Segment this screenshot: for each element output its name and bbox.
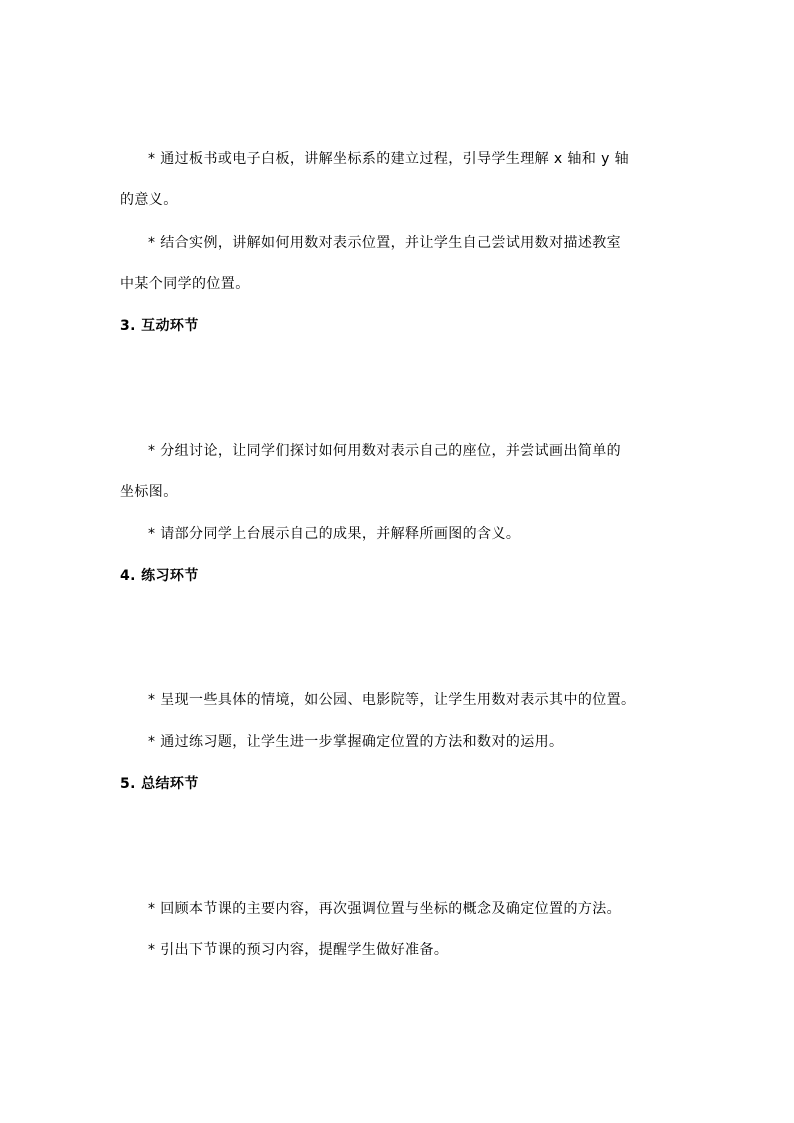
section-heading-summary: 5. 总结环节 (120, 776, 199, 792)
bullet-number-pair-line-2: 中某个同学的位置。 (120, 276, 250, 292)
bullet-coordinate-system-line-1: * 通过板书或电子白板，讲解坐标系的建立过程，引导学生理解 x 轴和 y 轴 (148, 151, 630, 167)
bullet-coordinate-system-line-2: 的意义。 (120, 192, 178, 208)
bullet-number-pair-line-1: * 结合实例，讲解如何用数对表示位置，并让学生自己尝试用数对描述教室 (148, 235, 622, 251)
bullet-exercises: * 通过练习题，让学生进一步掌握确定位置的方法和数对的运用。 (148, 734, 564, 750)
bullet-group-discussion-line-2: 坐标图。 (120, 484, 178, 500)
bullet-preview: * 引出下节课的预习内容，提醒学生做好准备。 (148, 942, 449, 958)
bullet-scenarios: * 呈现一些具体的情境，如公园、电影院等，让学生用数对表示其中的位置。 (148, 692, 636, 708)
bullet-presentation: * 请部分同学上台展示自己的成果，并解释所画图的含义。 (148, 526, 521, 542)
bullet-group-discussion-line-1: * 分组讨论，让同学们探讨如何用数对表示自己的座位，并尝试画出简单的 (148, 443, 622, 459)
bullet-review: * 回顾本节课的主要内容，再次强调位置与坐标的概念及确定位置的方法。 (148, 901, 622, 917)
section-heading-interaction: 3. 互动环节 (120, 318, 199, 334)
section-heading-practice: 4. 练习环节 (120, 568, 199, 584)
